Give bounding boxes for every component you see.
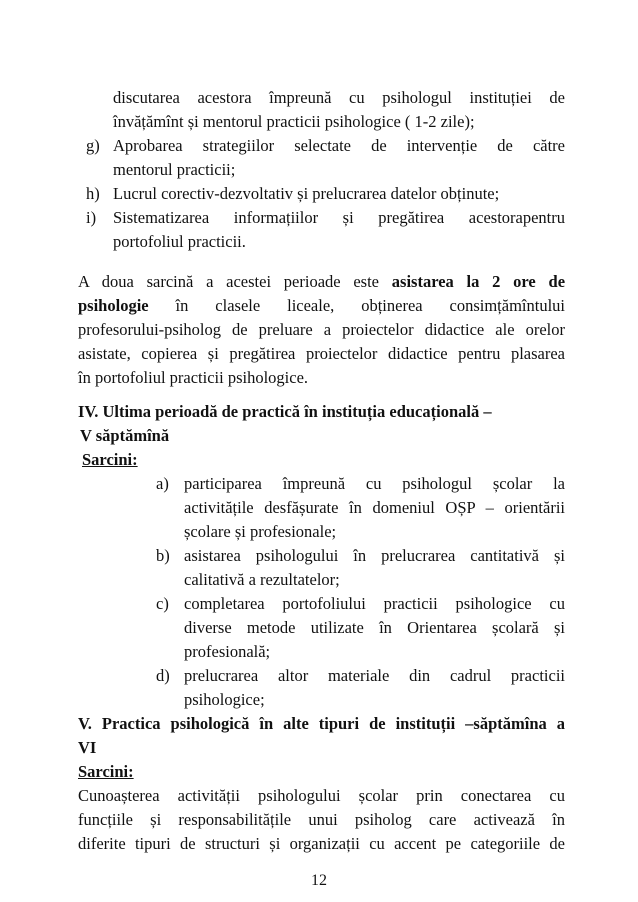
tasks-label [78,760,565,784]
list-item-label: b) [156,546,170,565]
paragraph-bold-text: asistarea la 2 ore de [391,272,566,291]
tasks-label [82,448,569,472]
list-item-line: activitățile desfășurate în domeniul OȘP – orientării [184,498,565,517]
list-item-line: învățămînt și mentorul practicii psihologice ( 1-2 zile); [113,112,475,131]
list-item-line: prelucrarea altor materiale din cadrul practicii [184,666,565,685]
paragraph-bold-text: psihologie [78,296,149,315]
list-item-line: școlare și profesionale; [184,522,337,541]
paragraph-text: A doua sarcină a acestei perioade este [78,272,380,291]
paragraph-line: funcțiile și responsabilitățile unui psiholog care activează în [78,810,565,829]
paragraph-line [78,270,565,294]
tasks-label-text: Sarcini: [82,450,138,469]
paragraph-line: în portofoliul practicii psihologice. [78,368,309,387]
section-heading: IV. Ultima perioadă de practică în instituția educațională – [78,402,492,421]
paragraph-text: în clasele liceale, obținerea consimțămîntului [175,296,566,315]
list-item-line: mentorul practicii; [113,160,236,179]
list-item-line: Sistematizarea informațiilor și pregătirea acestorapentru [113,208,565,227]
section-heading: V săptămînă [80,426,170,445]
list-item-label: d) [156,666,170,685]
paragraph-line [78,294,565,318]
list-item-line: discutarea acestora împreună cu psihologul instituției de [113,88,565,107]
list-item-line: diverse metode utilizate în Orientarea școlară și [184,618,565,637]
list-item-line: calitativă a rezultatelor; [184,570,340,589]
list-item-line: portofoliul practicii. [113,232,246,251]
list-item-label: a) [156,474,169,493]
paragraph-line: profesorului-psiholog de preluare a proiectelor didactice ale orelor [78,320,565,339]
paragraph-line: Cunoașterea activității psihologului școlar prin conectarea cu [78,786,565,805]
section-heading: VI [78,738,97,757]
page-number: 12 [311,872,327,889]
list-item-line: profesională; [184,642,271,661]
list-item-label: i) [86,208,97,227]
list-item-line: Lucrul corectiv-dezvoltativ și prelucrarea datelor obținute; [113,184,500,203]
paragraph-line: diferite tipuri de structuri și organizații cu accent pe categoriile de [78,834,565,853]
list-item-line: psihologice; [184,690,265,709]
paragraph-line: asistate, copierea și pregătirea proiectelor didactice pentru plasarea [78,344,565,363]
list-item-line: asistarea psihologului în prelucrarea cantitativă și [184,546,565,565]
list-item-line: completarea portofoliului practicii psihologice cu [184,594,565,613]
list-item-label: g) [86,136,100,155]
tasks-label-text: Sarcini: [78,762,134,781]
list-item-line: Aprobarea strategiilor selectate de intervenție de către [113,136,565,155]
list-item-label: c) [156,594,169,613]
list-item-label: h) [86,184,100,203]
section-heading: V. Practica psihologică în alte tipuri de instituții –săptămîna a [78,714,565,733]
list-item-line: participarea împreună cu psihologul școlar la [184,474,565,493]
